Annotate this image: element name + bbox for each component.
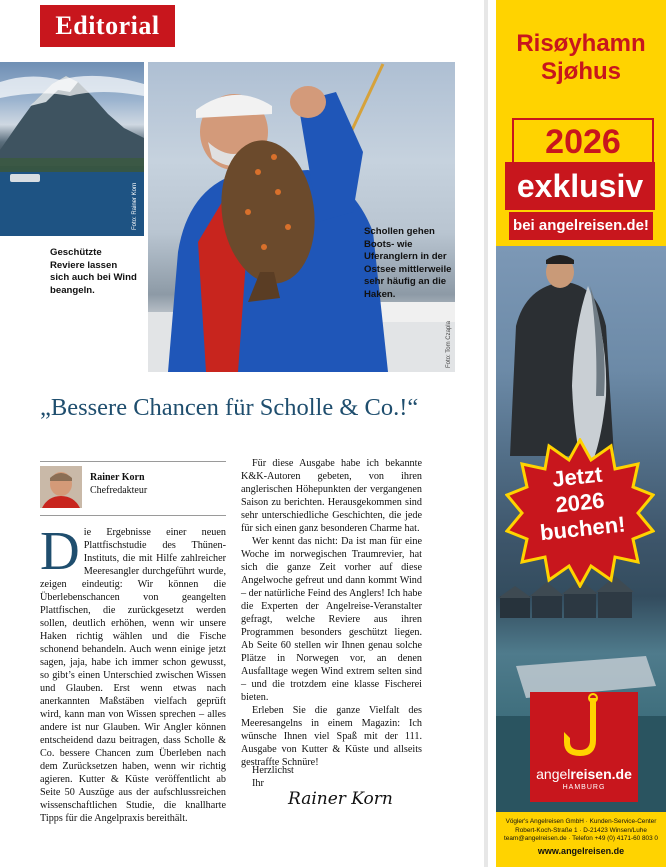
footer-line: Vögler's Angelreisen GmbH · Kunden-Service-Center [505,818,657,825]
ad-partner: bei angelreisen.de! [509,212,653,240]
ad-exclusive: exklusiv [505,162,655,210]
caption-line: Uferanglern in der [364,251,447,262]
paragraph: Für diese Ausgabe habe ich bekannte K&K-Autoren gebeten, von ihren anglerischen Höhepunkten der vergangenen Saison zu berichten. Herausgekommen sind sehr unterschiedliche Geschichten, die jede für sich einen ganz besonderen Charme hat. [241,458,422,534]
signature: Rainer Korn [288,789,393,809]
paragraph [40,520,226,825]
author-role: Chefredakteur [90,485,148,496]
headline: „Bessere Chancen für Scholle & Co.!“ [40,394,419,421]
author-photo [40,466,82,508]
body-column-2 [241,457,422,769]
photo-credit-big: Foto: Tom Czapla [446,321,452,368]
caption-line: Reviere lassen [50,259,118,271]
paragraph: Wer kennt das nicht: Da ist man für eine Woche im norwegischen Traumrevier, hat sich die ganze Zeit vorher auf diese Angelwoche gefreut und dann kommt Wind – der natürliche Feind des Anglers! Ich habe die Experten der Angelreise-Veranstalter gefragt, welche Reviere aus ihren Programmen besonders geschützt liegen. Ab Seite 60 stellen wir Ihnen genau solche Plätze in Norwegen vor, an denen Ausfalltage wegen Wind extrem selten sind – und die trotzdem eine klasse Fischerei bieten. [241,536,422,703]
caption-line: sehr häufig an die [364,276,447,287]
ad-border [484,0,488,867]
ad-burst-text [501,456,658,549]
caption-line: Schollen gehen [364,226,435,237]
angelreisen-logo[interactable] [530,692,638,802]
fish-hook-icon [530,692,638,764]
ad-starburst[interactable] [505,438,655,588]
fjord-photo [0,62,144,236]
footer-line: team@angelreisen.de · Telefon +49 (0) 4171-60 803 0 [504,835,658,843]
drop-cap: D [40,520,80,581]
caption-right [364,226,451,301]
photo-credit-small: Foto: Rainer Korn [132,182,138,230]
paragraph-text: ie Ergebnisse einer neuen Plattfischstudie des Thünen-Instituts, die mit Hilfe zahlreicher Meeresangler durchgeführt wurde, zeigen eindeutig: Wir können die Überlebenschancen von geangelten Plattfischen, die zurückgesetzt werden sollen, deutlich erhöhen, wenn wir unsere Haken richtig wählen und die Fische schonend behandeln. Auch wenn einige jetzt sagen, jaja, habe ich immer schon gewusst, so gibt’s einen Unterschied zwischen Wissen und Glauben. Erst wenn etwas nach anerkannten Maßstäben vielfach geprüft wird, kann man von Wissen sprechen – alles andere ist nur Glauben. Wir Angler können entscheidend dazu beitragen, dass Scholle & Co. bessere Chancen zum Überleben nach dem Zurücksetzen haben, wenn wir richtig agieren. Kutter & Küste veröffentlicht ab Seite 50 Auszüge aus der aufschlussreichen wissenschaftlichen Studie, die knallharte Tipps für die Angelpraxis bereithält. [40,527,226,824]
logo-city: HAMBURG [562,784,606,791]
burst-line: buchen! [538,511,627,546]
caption-line: Geschützte [50,247,102,258]
burst-line: Jetzt [550,461,604,492]
footer-line: Robert-Koch-Straße 1 · D-21423 Winsen/Luhe [515,826,647,834]
paragraph: Erleben Sie die ganze Vielfalt des Meeresangelns in einem Magazin: Ich wünsche Ihnen viel Spaß mit der 111. Ausgabe von Kutter & Küste und allseits gestraffte Schnüre! [241,705,422,768]
caption-line: Ostsee mittlerweile [364,263,452,275]
body-column-1 [40,520,226,825]
logo-text-a: angel [536,766,571,782]
ad-title [496,30,666,86]
closing: Herzlichst [252,765,294,776]
divider [40,515,226,516]
closing-ihr: Ihr [252,778,264,789]
ad-year: 2026 [512,118,654,166]
divider [40,461,226,462]
ad-title-line: Risøyhamn [516,30,646,57]
logo-wordmark [530,766,638,782]
angler-photo [148,62,455,372]
burst-line: 2026 [554,487,606,518]
author-name: Rainer Korn [90,472,145,483]
sign-off [252,764,294,790]
ad-website-link[interactable]: www.angelreisen.de [537,845,625,856]
ad-footer [496,818,666,855]
caption-left [50,247,137,297]
section-tag: Editorial [40,5,175,47]
ad-title-line: Sjøhus [540,58,621,85]
logo-text-b: reisen.de [570,766,632,782]
caption-line: sich auch bei Wind [50,272,137,283]
caption-line: Boots- wie [364,238,413,250]
caption-line: beangeln. [50,284,95,296]
caption-line: Haken. [364,288,396,300]
